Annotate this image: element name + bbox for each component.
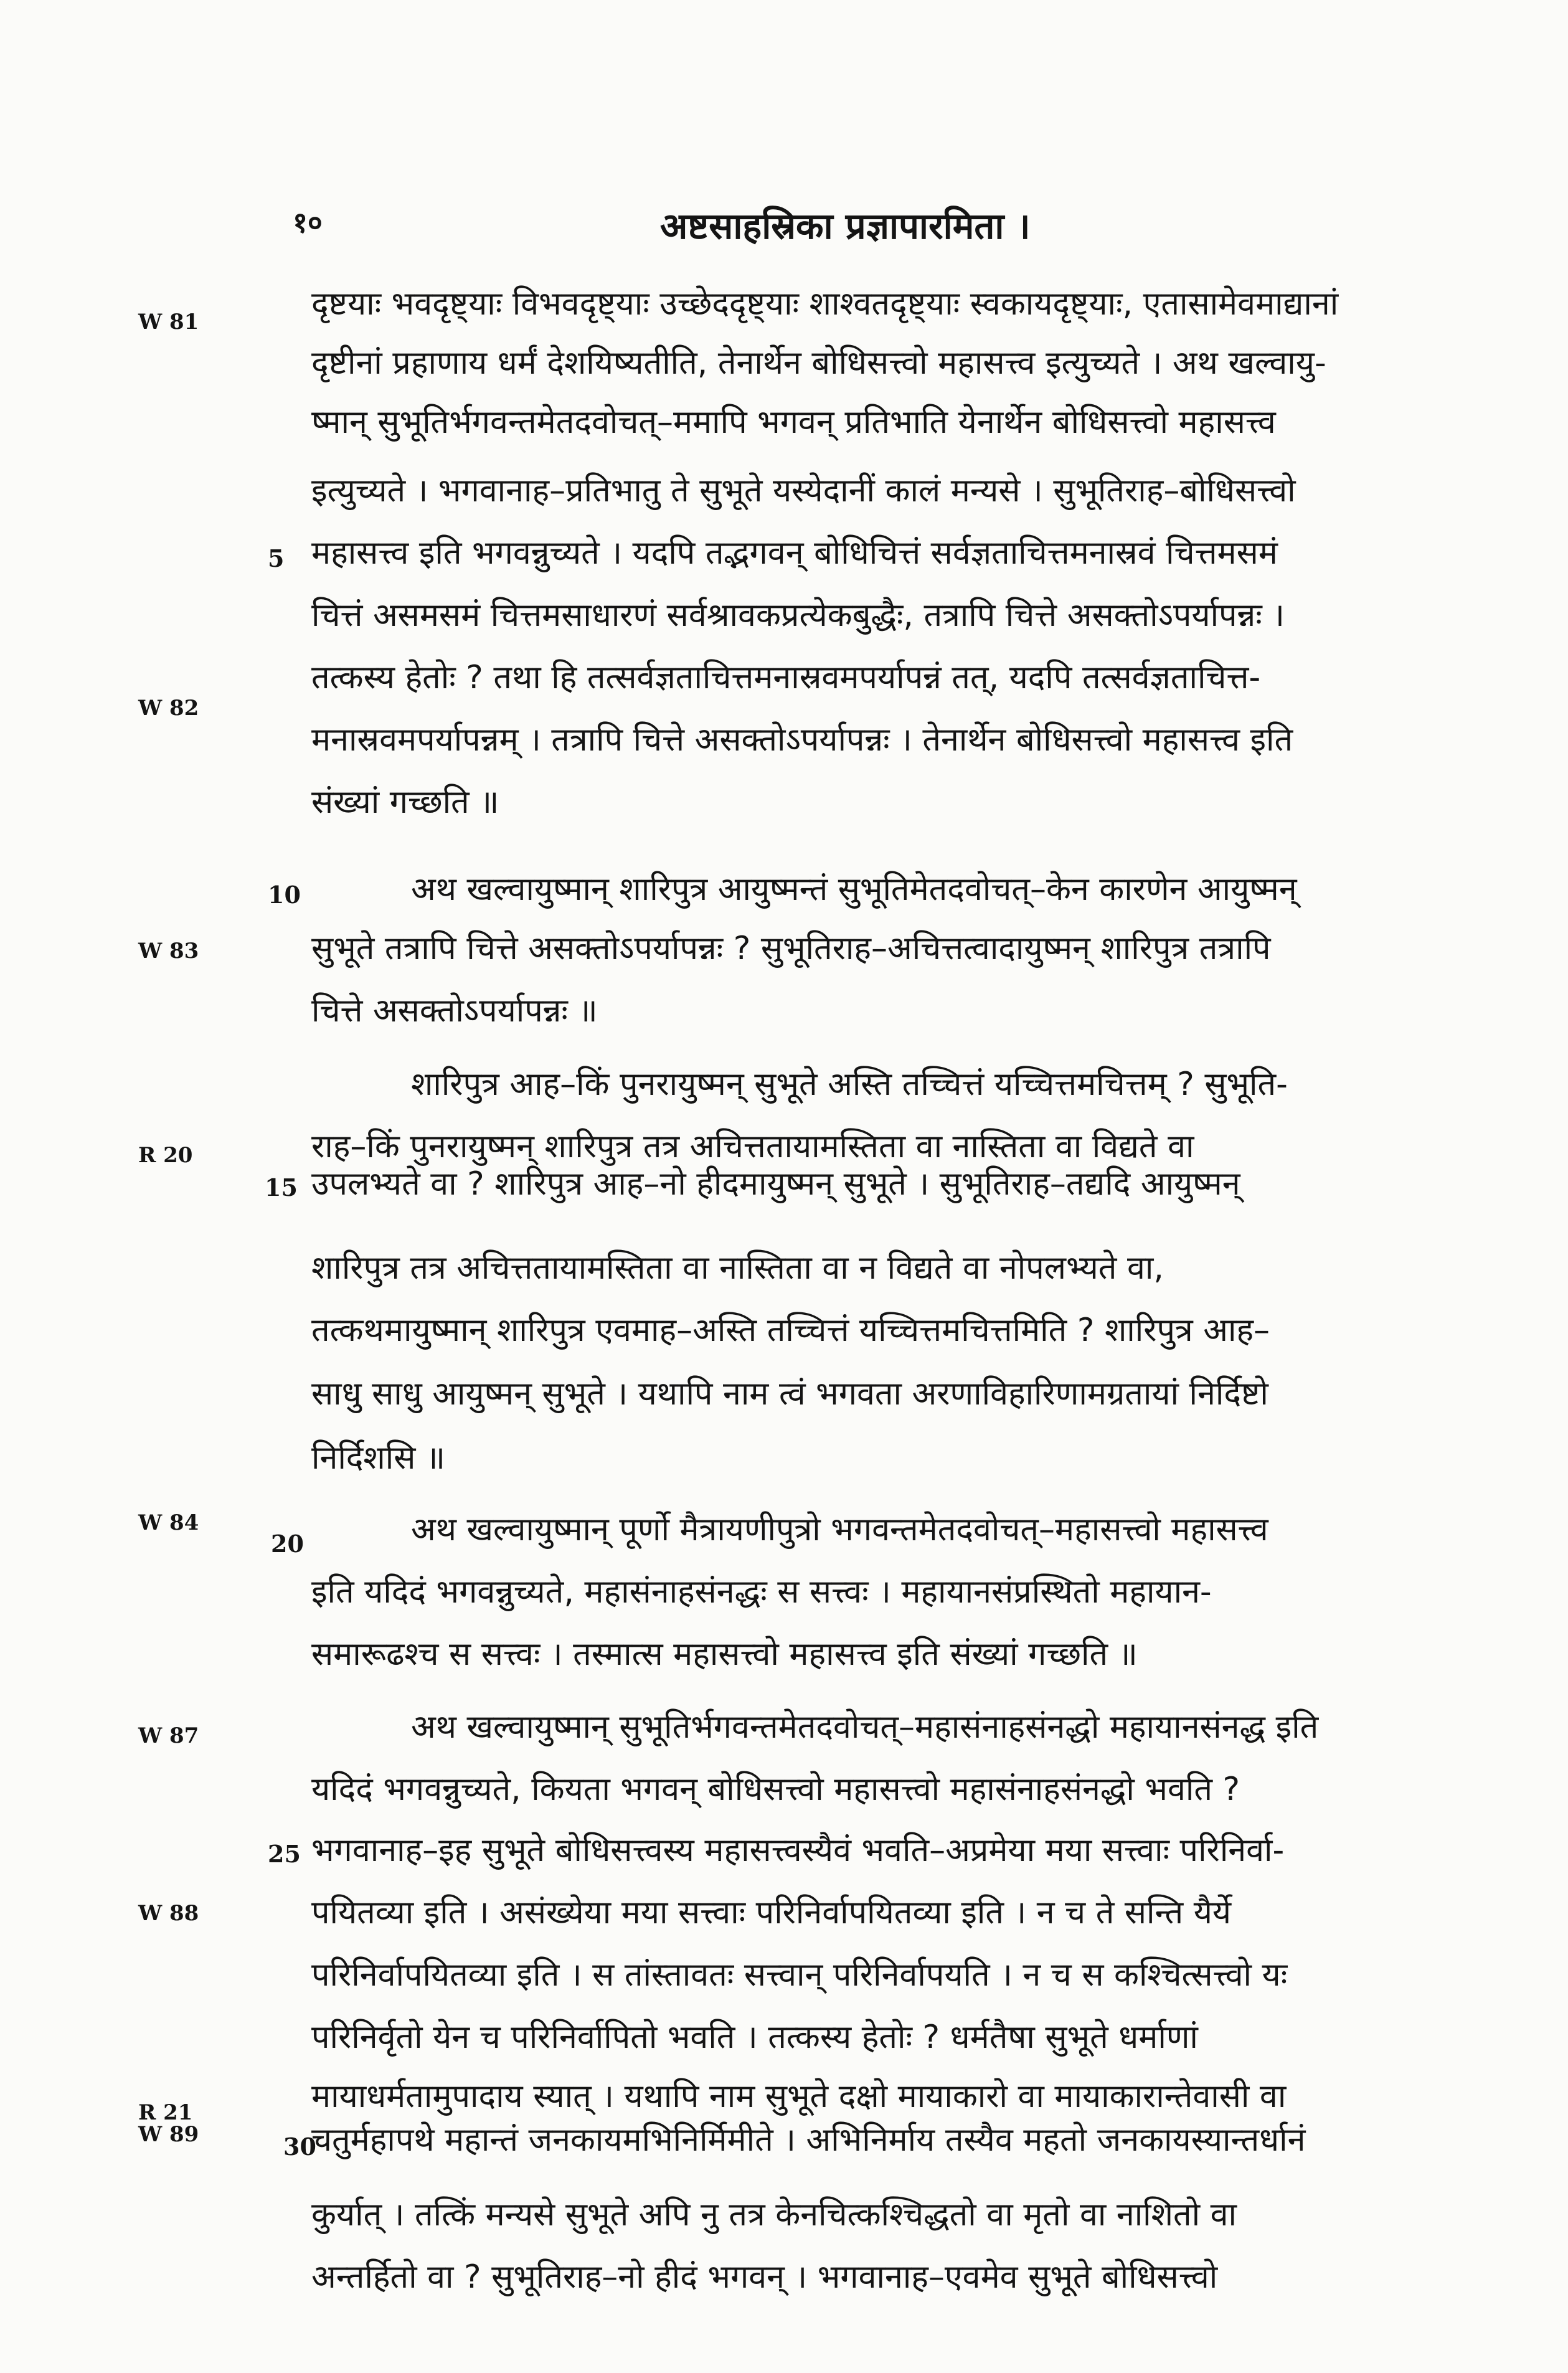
running-title: अष्टसाहस्रिका प्रज्ञापारमिता । bbox=[660, 205, 1031, 247]
margin-ref: W 84 bbox=[138, 1510, 199, 1535]
text-line: मनास्रवमपर्यापन्नम् । तत्रापि चित्ते असक्तोऽपर्यापन्नः । तेनार्थेन बोधिसत्त्वो महासत्त्व इति bbox=[311, 721, 1293, 759]
text-line: परिनिर्वृतो येन च परिनिर्वापितो भवति । तत्कस्य हेतोः ? धर्मतैषा सुभूते धर्माणां bbox=[311, 2019, 1198, 2056]
margin-ref: W 89 bbox=[138, 2122, 199, 2147]
margin-ref: W 81 bbox=[138, 310, 199, 334]
margin-ref: W 87 bbox=[138, 1723, 199, 1748]
text-line: शारिपुत्र आह–किं पुनरायुष्मन् सुभूते अस्ति तच्चित्तं यच्चित्तमचित्तम् ? सुभूति- bbox=[411, 1066, 1288, 1103]
text-line: यदिदं भगवन्नुच्यते, कियता भगवन् बोधिसत्त्वो महासत्त्वो महासंनाहसंनद्धो भवति ? bbox=[311, 1771, 1240, 1808]
page-header bbox=[293, 202, 1495, 246]
line-number: 5 bbox=[268, 544, 285, 572]
text-line: चित्तं असमसमं चित्तमसाधारणं सर्वश्रावकप्रत्येकबुद्धैः, तत्रापि चित्ते असक्तोऽपर्यापन्नः । bbox=[311, 597, 1285, 634]
text-line: कुर्यात् । तत्किं मन्यसे सुभूते अपि नु तत्र केनचित्कश्चिद्धतो वा मृतो वा नाशितो वा bbox=[311, 2196, 1237, 2233]
text-line: मायाधर्मतामुपादाय स्यात् । यथापि नाम सुभूते दक्षो मायाकारो वा मायाकारान्तेवासी वा bbox=[311, 2078, 1287, 2115]
text-line: राह–किं पुनरायुष्मन् शारिपुत्र तत्र अचित्ततायामस्तिता वा नास्तिता वा विद्यते वा bbox=[311, 1128, 1194, 1165]
text-line: ष्मान् सुभूतिर्भगवन्तमेतदवोचत्–ममापि भगवन् प्रतिभाति येनार्थेन बोधिसत्त्वो महासत्त्व bbox=[311, 404, 1276, 441]
text-line: तत्कस्य हेतोः ? तथा हि तत्सर्वज्ञताचित्तमनास्रवमपर्यापन्नं तत्, यदपि तत्सर्वज्ञताचित्त- bbox=[311, 659, 1261, 696]
line-number: 20 bbox=[271, 1530, 304, 1558]
text-line: चतुर्महापथे महान्तं जनकायमभिनिर्मिमीते । अभिनिर्माय तस्यैव महतो जनकायस्यान्तर्धानं bbox=[311, 2121, 1306, 2159]
page-number: १० bbox=[293, 206, 323, 239]
text-line: शारिपुत्र तत्र अचित्ततायामस्तिता वा नास्तिता वा न विद्यते वा नोपलभ्यते वा, bbox=[311, 1249, 1164, 1287]
text-line: परिनिर्वापयितव्या इति । स तांस्तावतः सत्त्वान् परिनिर्वापयति । न च स कश्चित्सत्त्वो यः bbox=[311, 1956, 1288, 1994]
text-line: महासत्त्व इति भगवन्नुच्यते । यदपि तद्भगवन् बोधिचित्तं सर्वज्ञताचित्तमनास्रवं चित्तमसमं bbox=[311, 534, 1278, 572]
text-line: तत्कथमायुष्मान् शारिपुत्र एवमाह–अस्ति तच्चित्तं यच्चित्तमचित्तमिति ? शारिपुत्र आह– bbox=[311, 1312, 1270, 1349]
text-line: संख्यां गच्छति ॥ bbox=[311, 784, 499, 821]
text-line: चित्ते असक्तोऽपर्यापन्नः ॥ bbox=[311, 992, 598, 1030]
margin-ref: R 20 bbox=[138, 1143, 193, 1168]
line-number: 10 bbox=[268, 881, 301, 909]
margin-ref: W 82 bbox=[138, 696, 199, 721]
text-line: अथ खल्वायुष्मान् पूर्णो मैत्रायणीपुत्रो भगवन्तमेतदवोचत्–महासत्त्वो महासत्त्व bbox=[411, 1511, 1268, 1548]
text-line: समारूढश्च स सत्त्वः । तस्मात्स महासत्त्वो महासत्त्व इति संख्यां गच्छति ॥ bbox=[311, 1636, 1138, 1673]
text-line: निर्दिशसि ॥ bbox=[311, 1439, 446, 1477]
text-line: अथ खल्वायुष्मान् सुभूतिर्भगवन्तमेतदवोचत्–महासंनाहसंनद्धो महायानसंनद्ध इति bbox=[411, 1708, 1319, 1746]
line-number: 25 bbox=[268, 1840, 301, 1868]
text-line: साधु साधु आयुष्मन् सुभूते । यथापि नाम त्वं भगवता अरणाविहारिणामग्रतायां निर्दिष्टो bbox=[311, 1375, 1268, 1413]
text-line: दृष्टीनां प्रहाणाय धर्मं देशयिष्यतीति, तेनार्थेन बोधिसत्त्वो महासत्त्व इत्युच्यते । अथ खल्वायु- bbox=[311, 344, 1326, 382]
text-line: अन्तर्हितो वा ? सुभूतिराह–नो हीदं भगवन् । भगवानाह–एवमेव सुभूते बोधिसत्त्वो bbox=[311, 2258, 1218, 2296]
text-line: दृष्टयाः भवदृष्ट्याः विभवदृष्ट्याः उच्छेददृष्ट्याः शाश्वतदृष्ट्याः स्वकायदृष्ट्याः, एतासामेवमाद्यानां bbox=[311, 285, 1339, 323]
margin-ref: W 83 bbox=[138, 939, 199, 964]
text-line: इत्युच्यते । भगवानाह–प्रतिभातु ते सुभूते यस्येदानीं कालं मन्यसे । सुभूतिराह–बोधिसत्त्वो bbox=[311, 472, 1296, 509]
text-line: सुभूते तत्रापि चित्ते असक्तोऽपर्यापन्नः ? सुभूतिराह–अचित्तत्वादायुष्मन् शारिपुत्र तत्रापि bbox=[311, 930, 1271, 967]
line-number: 15 bbox=[265, 1173, 298, 1201]
text-line: भगवानाह–इह सुभूते बोधिसत्त्वस्य महासत्त्वस्यैवं भवति–अप्रमेया मया सत्त्वाः परिनिर्वा- bbox=[311, 1832, 1285, 1869]
line-number: 30 bbox=[283, 2133, 316, 2161]
margin-ref: R 21 bbox=[138, 2100, 193, 2125]
text-line: इति यदिदं भगवन्नुच्यते, महासंनाहसंनद्धः स सत्त्वः । महायानसंप्रस्थितो महायान- bbox=[311, 1573, 1212, 1611]
margin-ref: W 88 bbox=[138, 1901, 199, 1926]
text-line: उपलभ्यते वा ? शारिपुत्र आह–नो हीदमायुष्मन् सुभूते । सुभूतिराह–तद्यदि आयुष्मन् bbox=[311, 1165, 1240, 1203]
text-line: अथ खल्वायुष्मान् शारिपुत्र आयुष्मन्तं सुभूतिमेतदवोचत्–केन कारणेन आयुष्मन् bbox=[411, 871, 1297, 908]
text-line: पयितव्या इति । असंख्येया मया सत्त्वाः परिनिर्वापयितव्या इति । न च ते सन्ति यैर्ये bbox=[311, 1894, 1232, 1931]
